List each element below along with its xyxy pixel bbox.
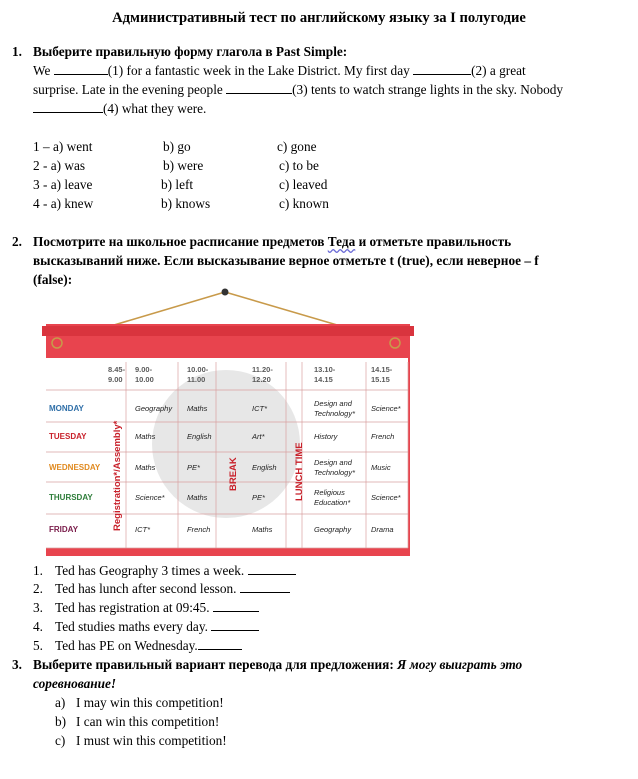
subject-cell: Education*: [314, 498, 351, 507]
q1-text: (4) what they were.: [103, 101, 207, 116]
q2-heading-line-1: [33, 234, 511, 250]
q2-name: Теда: [327, 234, 356, 249]
q2-heading-line-3: (false):: [33, 272, 73, 287]
q1-text-line-1: [33, 63, 526, 79]
time-label-start: 9.00-: [135, 365, 153, 374]
clock-icon: [152, 370, 300, 518]
q3-option-b[interactable]: I can win this competition!: [76, 714, 220, 729]
q2-text: Посмотрите на школьное расписание предметов: [33, 234, 328, 249]
board-top-edge: [42, 326, 414, 336]
blank-4[interactable]: [33, 101, 103, 113]
q2-number: 2.: [12, 234, 22, 249]
q1-text: (1) for a fantastic week in the Lake District. My first day: [107, 63, 414, 78]
subject-cell: Geography: [135, 404, 173, 413]
option-4a[interactable]: 4 - a) knew: [33, 196, 94, 211]
time-label-start: 10.00-: [187, 365, 209, 374]
q3-sentence: Я могу выиграть это: [397, 657, 523, 672]
answer-blank-1[interactable]: [248, 563, 296, 575]
q3-option-c-letter: c): [55, 733, 66, 748]
option-2c[interactable]: c) to be: [279, 158, 319, 173]
blank-1[interactable]: [54, 63, 108, 75]
time-label-start: 8.45-: [108, 365, 126, 374]
subject-cell: ICT*: [135, 525, 150, 534]
q1-text: We: [33, 63, 54, 78]
option-3b[interactable]: b) left: [161, 177, 194, 192]
subject-cell: Technology*: [314, 468, 356, 477]
q3-option-a[interactable]: I may win this competition!: [76, 695, 224, 710]
subject-cell: Art*: [252, 432, 265, 441]
statement-number: 2.: [33, 581, 43, 596]
option-2a[interactable]: 2 - a) was: [33, 158, 86, 173]
subject-cell: Geography: [314, 525, 352, 534]
day-label-thursday: THURSDAY: [49, 493, 93, 502]
q3-option-a-letter: a): [55, 695, 66, 710]
q3-number: 3.: [12, 657, 22, 672]
subject-cell: Religious: [314, 488, 345, 497]
subject-cell: Maths: [135, 432, 156, 441]
lunch-label: LUNCH TIME: [294, 442, 305, 501]
school-timetable: [38, 286, 418, 556]
option-4c[interactable]: c) known: [279, 196, 329, 211]
blank-2[interactable]: [413, 63, 471, 75]
subject-cell: PE*: [187, 463, 200, 472]
q3-option-c[interactable]: I must win this competition!: [76, 733, 227, 748]
statement-text: [55, 563, 296, 579]
option-3c[interactable]: c) leaved: [279, 177, 328, 192]
subject-cell: Design and: [314, 399, 352, 408]
answer-blank-4[interactable]: [211, 619, 259, 631]
statement-label: Ted has PE on Wednesday.: [55, 638, 198, 653]
registration-label: Registration*/Assembly*: [112, 420, 123, 531]
q2-text: и отметьте правильность: [355, 234, 512, 249]
option-4b[interactable]: b) knows: [161, 196, 211, 211]
subject-cell: Design and: [314, 458, 352, 467]
time-label-end: 14.15: [314, 375, 333, 384]
time-label-end: 10.00: [135, 375, 154, 384]
statement-label: Ted has Geography 3 times a week.: [55, 563, 245, 578]
statement-text: [55, 581, 290, 597]
q3-option-b-letter: b): [55, 714, 67, 729]
nail-icon: [222, 289, 229, 296]
statement-number: 1.: [33, 563, 43, 578]
answer-blank-3[interactable]: [213, 600, 259, 612]
time-label-end: 9.00: [108, 375, 123, 384]
statement-text: [55, 638, 242, 654]
option-1b[interactable]: b) go: [163, 139, 191, 154]
q2-heading-line-2: высказываний ниже. Если высказывание верное отметьте t (true), если неверное – f: [33, 253, 539, 268]
subject-cell: Science*: [371, 493, 401, 502]
page-title: Административный тест по английскому языку за I полугодие: [112, 10, 526, 26]
q1-text: (2) a great: [471, 63, 526, 78]
subject-cell: English: [187, 432, 212, 441]
answer-blank-2[interactable]: [240, 581, 290, 593]
q3-text: Выберите правильный вариант перевода для предложения:: [33, 657, 398, 672]
time-label-start: 14.15-: [371, 365, 393, 374]
statement-text: [55, 619, 259, 635]
q1-text-line-3: [33, 101, 206, 117]
answer-blank-5[interactable]: [198, 638, 242, 650]
subject-cell: French: [187, 525, 211, 534]
subject-cell: Science*: [135, 493, 165, 502]
subject-cell: ICT*: [252, 404, 267, 413]
subject-cell: PE*: [252, 493, 265, 502]
q1-heading: Выберите правильную форму глагола в Past Simple:: [33, 44, 348, 59]
break-label: BREAK: [228, 457, 239, 491]
time-label-end: 12.20: [252, 375, 271, 384]
subject-cell: Drama: [371, 525, 394, 534]
day-label-tuesday: TUESDAY: [49, 432, 87, 441]
time-label-end: 15.15: [371, 375, 390, 384]
time-label-start: 11.20-: [252, 365, 273, 374]
blank-3[interactable]: [226, 82, 292, 94]
subject-cell: Maths: [135, 463, 156, 472]
time-label-end: 11.00: [187, 375, 206, 384]
statement-label: Ted has lunch after second lesson.: [55, 581, 237, 596]
statement-number: 3.: [33, 600, 43, 615]
q1-text: surprise. Late in the evening people: [33, 82, 227, 97]
q3-sentence-end: соревнование!: [33, 676, 117, 691]
subject-cell: Maths: [187, 404, 208, 413]
option-2b[interactable]: b) were: [163, 158, 204, 173]
timetable-graphic: [38, 286, 418, 556]
subject-cell: Music: [371, 463, 391, 472]
statement-number: 4.: [33, 619, 43, 634]
subject-cell: Maths: [187, 493, 208, 502]
option-3a[interactable]: 3 - a) leave: [33, 177, 93, 192]
q1-text: (3) tents to watch strange lights in the sky. Nobody: [292, 82, 564, 97]
subject-cell: French: [371, 432, 395, 441]
subject-cell: Technology*: [314, 409, 356, 418]
statement-number: 5.: [33, 638, 43, 653]
day-label-monday: MONDAY: [49, 404, 84, 413]
q3-heading: [33, 657, 522, 673]
day-label-wednesday: WEDNESDAY: [49, 463, 101, 472]
time-label-start: 13.10-: [314, 365, 336, 374]
subject-cell: English: [252, 463, 277, 472]
statement-label: Ted has registration at 09:45.: [55, 600, 210, 615]
option-1c[interactable]: c) gone: [277, 139, 317, 154]
subject-cell: Science*: [371, 404, 401, 413]
subject-cell: Maths: [252, 525, 273, 534]
q1-number: 1.: [12, 44, 22, 59]
statement-label: Ted studies maths every day.: [55, 619, 208, 634]
subject-cell: History: [314, 432, 338, 441]
q1-text-line-2: [33, 82, 563, 98]
statement-text: [55, 600, 259, 616]
option-1a[interactable]: 1 – a) went: [33, 139, 93, 154]
day-label-friday: FRIDAY: [49, 525, 79, 534]
